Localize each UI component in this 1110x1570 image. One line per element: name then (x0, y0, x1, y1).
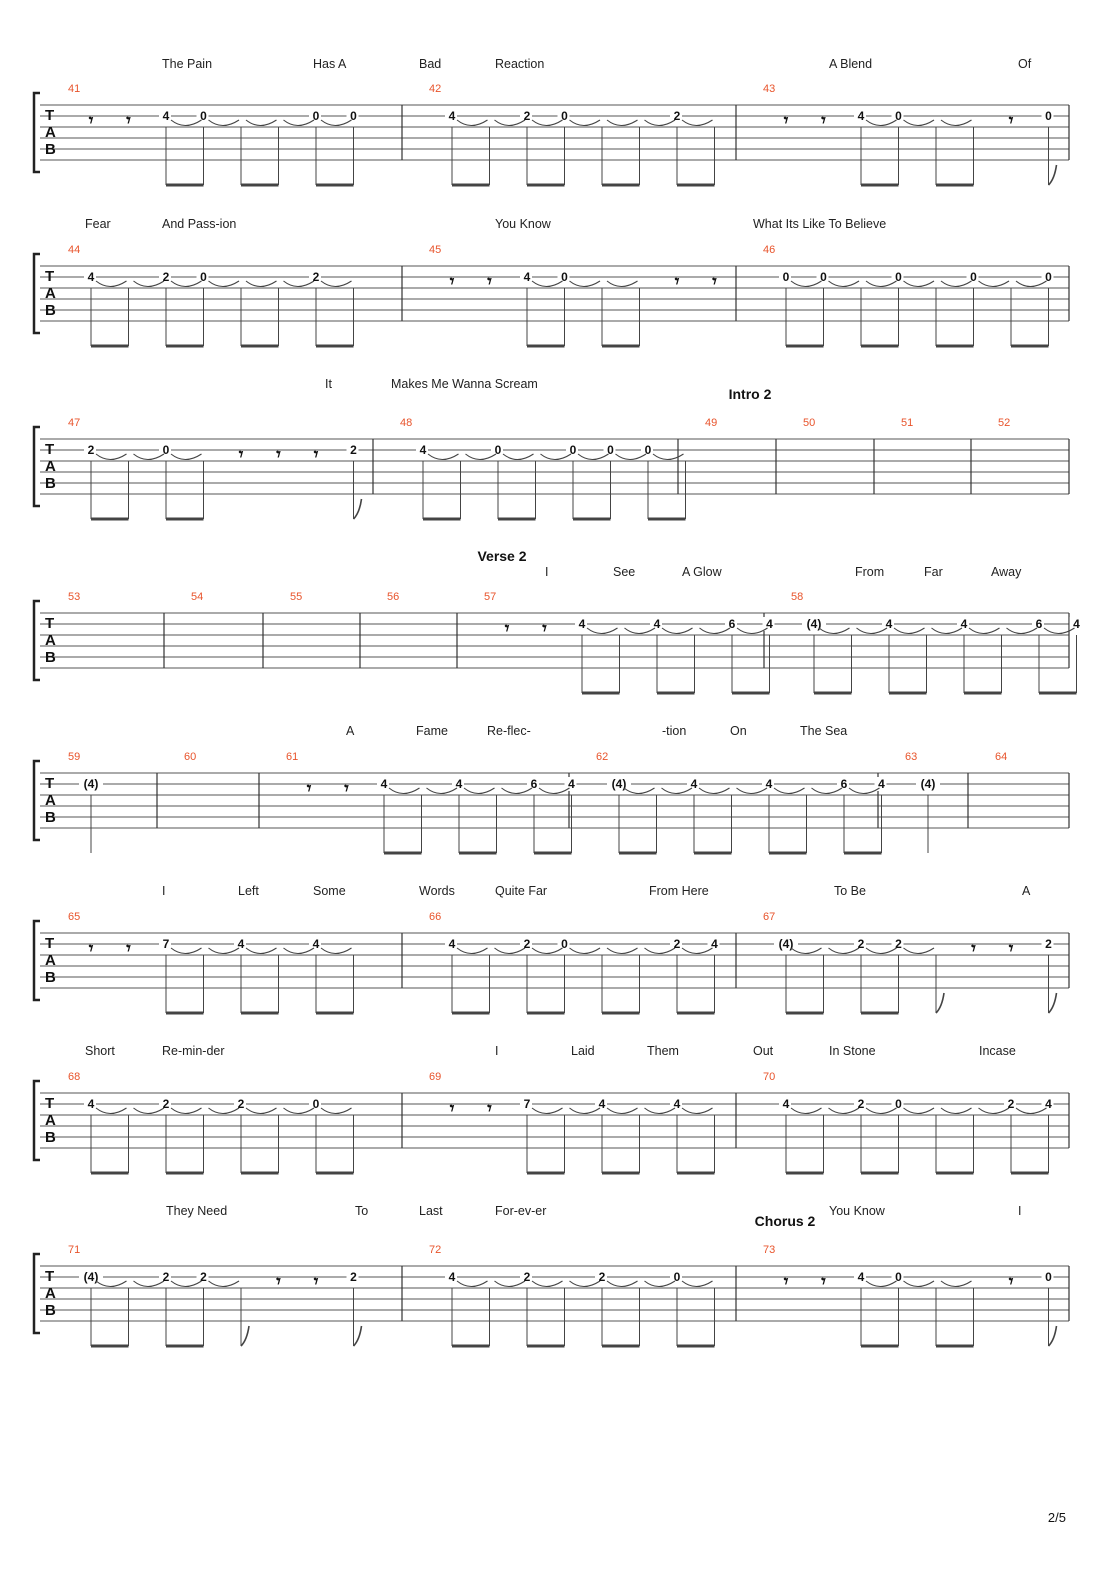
lyric-text: Away (991, 565, 1022, 579)
measure-number: 59 (68, 751, 81, 763)
fret-number: 0 (561, 109, 568, 123)
eighth-rest: 𝄾 (674, 272, 680, 292)
eighth-rest: 𝄾 (712, 272, 717, 292)
fret-number: 4 (380, 777, 388, 791)
tie-arc (699, 788, 730, 794)
measure-number: 47 (68, 417, 81, 429)
fret-number: 2 (350, 1270, 357, 1284)
tie-arc (209, 1281, 240, 1287)
fret-number: 4 (455, 777, 463, 791)
fret-number: 2 (200, 1270, 207, 1284)
tie-arc (894, 628, 925, 634)
system-bracket (34, 254, 40, 333)
lyric-text: To Be (834, 884, 866, 898)
fret-number: 4 (419, 443, 427, 457)
lyric-text: Has A (313, 57, 347, 71)
fret-number: 4 (878, 777, 885, 791)
fret-number: (4) (83, 1270, 99, 1284)
tie-arc (587, 628, 618, 634)
lyric-text: See (613, 565, 636, 579)
lyric-text: You Know (495, 217, 551, 231)
tab-clef-letter: T (45, 107, 55, 124)
measure-number: 65 (68, 911, 81, 923)
tie-arc (457, 120, 488, 126)
measure-number: 71 (68, 1244, 81, 1256)
fret-number: (4) (83, 777, 99, 791)
tie-arc (503, 454, 534, 460)
fret-number: 0 (312, 1097, 320, 1111)
tab-system (34, 921, 1069, 1013)
tab-clef-letter: T (45, 268, 55, 285)
measure-number: 51 (901, 417, 914, 429)
tie-arc (96, 281, 127, 287)
note-flag (354, 1326, 362, 1346)
tab-clef-letter: A (45, 458, 56, 475)
measure-number: 54 (191, 591, 204, 603)
tab-system (34, 601, 1082, 693)
measure-number: 72 (429, 1244, 442, 1256)
tie-arc (662, 628, 693, 634)
tab-system (34, 1081, 1069, 1173)
eighth-rest: 𝄾 (238, 445, 244, 465)
lyric-text: I (545, 565, 549, 579)
eighth-rest: 𝄾 (313, 445, 319, 465)
fret-number: 2 (162, 1097, 170, 1111)
fret-number: 0 (569, 443, 577, 457)
fret-number: (4) (806, 617, 822, 631)
lyric-text: What Its Like To Believe (753, 217, 887, 231)
measure-number: 48 (400, 417, 413, 429)
lyric-text: Far (924, 565, 943, 579)
lyric-text: You Know (829, 1204, 885, 1218)
eighth-rest: 𝄾 (821, 111, 826, 131)
tie-arc (171, 454, 202, 460)
measure-number: 44 (68, 244, 81, 256)
section-heading: Intro 2 (728, 386, 772, 402)
eighth-rest: 𝄾 (276, 1272, 281, 1292)
fret-number: 0 (561, 937, 568, 951)
eighth-rest: 𝄾 (542, 619, 547, 639)
lyric-text: Re-min-der (162, 1044, 225, 1058)
section-heading: Chorus 2 (754, 1213, 816, 1229)
tie-arc (570, 120, 601, 126)
tie-arc (941, 1281, 972, 1287)
lyric-text: Them (647, 1044, 679, 1058)
fret-number: 4 (448, 1270, 456, 1284)
lyric-text: -tion (662, 724, 687, 738)
lyric-text: Reaction (495, 57, 545, 71)
tie-arc (457, 1281, 488, 1287)
fret-number: 2 (673, 109, 681, 123)
tie-arc (96, 454, 127, 460)
eighth-rest: 𝄾 (1008, 1272, 1014, 1292)
tab-system (34, 254, 1069, 346)
tie-arc (829, 281, 860, 287)
eighth-rest: 𝄾 (783, 1272, 789, 1292)
lyric-text: I (1018, 1204, 1022, 1218)
lyric-text: Bad (419, 57, 442, 71)
fret-number: 2 (1007, 1097, 1015, 1111)
tab-system (34, 427, 1069, 519)
fret-number: 0 (1045, 1270, 1052, 1284)
tie-arc (904, 948, 935, 954)
tab-clef-letter: A (45, 124, 56, 141)
tab-clef-letter: A (45, 285, 56, 302)
fret-number: 2 (523, 109, 531, 123)
tab-clef-letter: T (45, 1095, 55, 1112)
eighth-rest: 𝄾 (306, 779, 312, 799)
measure-number: 49 (705, 417, 718, 429)
fret-number: (4) (920, 777, 936, 791)
eighth-rest: 𝄾 (126, 939, 131, 959)
tie-arc (532, 1281, 563, 1287)
lyric-text: In Stone (829, 1044, 876, 1058)
tie-arc (389, 788, 420, 794)
tie-arc (774, 788, 805, 794)
fret-number: 4 (711, 937, 718, 951)
tab-clef-letter: T (45, 775, 55, 792)
tie-arc (607, 948, 638, 954)
fret-number: 4 (766, 617, 773, 631)
fret-number: 2 (598, 1270, 606, 1284)
fret-number: 2 (237, 1097, 245, 1111)
measure-number: 63 (905, 751, 918, 763)
fret-number: 2 (523, 1270, 531, 1284)
tie-arc (904, 1281, 935, 1287)
tie-arc (321, 281, 352, 287)
tab-clef-letter: B (45, 649, 56, 666)
tie-arc (464, 788, 495, 794)
system-bracket (34, 1254, 40, 1333)
fret-number: 0 (561, 270, 568, 284)
fret-number: 0 (970, 270, 977, 284)
tie-arc (321, 1108, 352, 1114)
system-bracket (34, 427, 40, 506)
fret-number: 4 (653, 617, 661, 631)
fret-number: 4 (448, 109, 456, 123)
tie-arc (904, 120, 935, 126)
measure-number: 50 (803, 417, 816, 429)
fret-number: 4 (857, 109, 865, 123)
fret-number: 4 (448, 937, 456, 951)
fret-number: 0 (200, 270, 207, 284)
fret-number: (4) (611, 777, 627, 791)
eighth-rest: 𝄾 (1008, 939, 1014, 959)
eighth-rest: 𝄾 (487, 272, 492, 292)
fret-number: 2 (857, 937, 865, 951)
fret-number: 0 (820, 270, 827, 284)
fret-number: 0 (644, 443, 652, 457)
lyric-text: Left (238, 884, 259, 898)
lyric-text: I (495, 1044, 499, 1058)
eighth-rest: 𝄾 (88, 111, 94, 131)
measure-number: 62 (596, 751, 609, 763)
eighth-rest: 𝄾 (88, 939, 94, 959)
tie-arc (607, 120, 638, 126)
tab-clef-letter: A (45, 792, 56, 809)
tab-system (34, 1254, 1069, 1346)
fret-number: 4 (885, 617, 893, 631)
tie-arc (246, 948, 277, 954)
fret-number: 4 (598, 1097, 606, 1111)
fret-number: 4 (1073, 617, 1080, 631)
tie-arc (209, 120, 240, 126)
fret-number: 6 (728, 617, 736, 631)
tie-arc (321, 948, 352, 954)
tab-clef-letter: T (45, 935, 55, 952)
measure-number: 43 (763, 83, 776, 95)
fret-number: 2 (523, 937, 531, 951)
measure-number: 70 (763, 1071, 776, 1083)
tie-arc (246, 1108, 277, 1114)
tie-arc (96, 1108, 127, 1114)
fret-number: 4 (1045, 1097, 1052, 1111)
lyric-text: From Here (649, 884, 709, 898)
measure-number: 42 (429, 83, 442, 95)
fret-number: 2 (1045, 937, 1052, 951)
measure-number: 46 (763, 244, 776, 256)
lyric-text: Out (753, 1044, 774, 1058)
fret-number: 4 (578, 617, 586, 631)
tie-arc (969, 628, 1000, 634)
tie-arc (570, 948, 601, 954)
fret-number: 0 (895, 1270, 902, 1284)
lyric-text: To (355, 1204, 369, 1218)
tab-clef-letter: B (45, 141, 56, 158)
tie-arc (791, 1108, 822, 1114)
tab-clef-letter: T (45, 615, 55, 632)
fret-number: (4) (778, 937, 794, 951)
fret-number: 0 (895, 1097, 902, 1111)
tie-arc (532, 1108, 563, 1114)
tab-system (34, 93, 1069, 185)
fret-number: 4 (673, 1097, 681, 1111)
note-flag (1049, 165, 1057, 185)
fret-number: 0 (895, 109, 902, 123)
fret-number: 4 (312, 937, 320, 951)
fret-number: 4 (523, 270, 531, 284)
lyric-text: From (855, 565, 885, 579)
fret-number: 4 (568, 777, 575, 791)
eighth-rest: 𝄾 (313, 1272, 319, 1292)
tie-arc (653, 454, 684, 460)
tie-arc (979, 281, 1010, 287)
tab-clef-letter: T (45, 441, 55, 458)
measure-number: 56 (387, 591, 400, 603)
lyric-text: Last (419, 1204, 443, 1218)
note-flag (354, 499, 362, 519)
tie-arc (904, 1108, 935, 1114)
tie-arc (428, 454, 459, 460)
fret-number: 0 (1045, 109, 1052, 123)
fret-number: 0 (673, 1270, 681, 1284)
lyric-text: Of (1018, 57, 1032, 71)
fret-number: 7 (523, 1097, 531, 1111)
fret-number: 0 (200, 109, 207, 123)
fret-number: 4 (765, 777, 773, 791)
tab-clef-letter: B (45, 1129, 56, 1146)
measure-number: 68 (68, 1071, 81, 1083)
fret-number: 6 (1035, 617, 1043, 631)
eighth-rest: 𝄾 (276, 445, 281, 465)
system-bracket (34, 601, 40, 680)
measure-number: 64 (995, 751, 1008, 763)
tab-clef-letter: B (45, 1302, 56, 1319)
tie-arc (607, 281, 638, 287)
fret-number: 4 (87, 1097, 95, 1111)
measure-number: 57 (484, 591, 497, 603)
lyric-text: On (730, 724, 747, 738)
tab-clef-letter: B (45, 302, 56, 319)
tie-arc (171, 948, 202, 954)
fret-number: 4 (857, 1270, 865, 1284)
lyric-text: It (325, 377, 332, 391)
tie-arc (682, 1108, 713, 1114)
measure-number: 67 (763, 911, 776, 923)
tab-clef-letter: A (45, 952, 56, 969)
fret-number: 0 (895, 270, 902, 284)
eighth-rest: 𝄾 (449, 1099, 455, 1119)
lyric-text: Laid (571, 1044, 595, 1058)
tie-arc (941, 1108, 972, 1114)
fret-number: 2 (895, 937, 902, 951)
lyric-text: Short (85, 1044, 115, 1058)
tie-arc (246, 281, 277, 287)
lyric-text: Quite Far (495, 884, 548, 898)
lyric-text: Fame (416, 724, 448, 738)
fret-number: 0 (312, 109, 320, 123)
lyric-text: A Glow (682, 565, 722, 579)
fret-number: 2 (312, 270, 320, 284)
tie-arc (246, 120, 277, 126)
tie-arc (904, 281, 935, 287)
fret-number: 7 (162, 937, 170, 951)
tie-arc (607, 1281, 638, 1287)
fret-number: 2 (87, 443, 95, 457)
fret-number: 2 (350, 443, 357, 457)
eighth-rest: 𝄾 (504, 619, 510, 639)
lyric-text: Some (313, 884, 346, 898)
measure-number: 73 (763, 1244, 776, 1256)
eighth-rest: 𝄾 (126, 111, 131, 131)
lyric-text: Incase (979, 1044, 1016, 1058)
lyric-text: And Pass-ion (162, 217, 237, 231)
tab-clef-letter: B (45, 809, 56, 826)
fret-number: 0 (607, 443, 614, 457)
fret-number: 0 (1045, 270, 1052, 284)
measure-number: 69 (429, 1071, 442, 1083)
measure-number: 55 (290, 591, 303, 603)
system-bracket (34, 1081, 40, 1160)
fret-number: 2 (857, 1097, 865, 1111)
eighth-rest: 𝄾 (783, 111, 789, 131)
system-bracket (34, 93, 40, 172)
fret-number: 2 (162, 1270, 170, 1284)
eighth-rest: 𝄾 (821, 1272, 826, 1292)
tie-arc (682, 120, 713, 126)
note-flag (936, 993, 944, 1013)
note-flag (241, 1326, 249, 1346)
measure-number: 61 (286, 751, 299, 763)
measure-number: 58 (791, 591, 804, 603)
lyric-text: Fear (85, 217, 111, 231)
measure-number: 41 (68, 83, 81, 95)
eighth-rest: 𝄾 (449, 272, 455, 292)
tab-clef-letter: T (45, 1268, 55, 1285)
lyric-text: They Need (166, 1204, 228, 1218)
eighth-rest: 𝄾 (1008, 111, 1014, 131)
measure-number: 66 (429, 911, 442, 923)
fret-number: 4 (162, 109, 170, 123)
tie-arc (682, 1281, 713, 1287)
lyric-text: For-ev-er (495, 1204, 547, 1218)
fret-number: 2 (673, 937, 681, 951)
tie-arc (570, 281, 601, 287)
fret-number: 0 (494, 443, 502, 457)
tab-clef-letter: B (45, 475, 56, 492)
system-bracket (34, 761, 40, 840)
fret-number: 0 (350, 109, 357, 123)
tie-arc (941, 120, 972, 126)
tab-system (34, 761, 1069, 853)
measure-number: 52 (998, 417, 1011, 429)
section-heading: Verse 2 (477, 548, 527, 564)
fret-number: 0 (782, 270, 790, 284)
tie-arc (209, 281, 240, 287)
lyric-text: Makes Me Wanna Scream (391, 377, 538, 391)
fret-number: 4 (237, 937, 245, 951)
fret-number: 6 (840, 777, 848, 791)
tab-clef-letter: A (45, 1285, 56, 1302)
fret-number: 0 (162, 443, 170, 457)
lyric-text: The Sea (800, 724, 848, 738)
fret-number: 4 (87, 270, 95, 284)
fret-number: 4 (960, 617, 968, 631)
system-bracket (34, 921, 40, 1000)
tie-arc (171, 1108, 202, 1114)
note-flag (1049, 1326, 1057, 1346)
lyric-text: Re-flec- (487, 724, 531, 738)
fret-number: 4 (782, 1097, 790, 1111)
measure-number: 60 (184, 751, 197, 763)
measure-number: 45 (429, 244, 442, 256)
eighth-rest: 𝄾 (487, 1099, 492, 1119)
fret-number: 2 (162, 270, 170, 284)
fret-number: 4 (690, 777, 698, 791)
eighth-rest: 𝄾 (971, 939, 976, 959)
lyric-text: A (346, 724, 355, 738)
lyric-text: I (162, 884, 166, 898)
lyric-text: A Blend (829, 57, 873, 71)
tab-clef-letter: A (45, 1112, 56, 1129)
tab-clef-letter: A (45, 632, 56, 649)
page-number: 2/5 (1047, 1510, 1066, 1525)
lyric-text: The Pain (162, 57, 213, 71)
measure-number: 53 (68, 591, 81, 603)
tab-clef-letter: B (45, 969, 56, 986)
lyric-text: Words (419, 884, 455, 898)
note-flag (1049, 993, 1057, 1013)
tie-arc (457, 948, 488, 954)
eighth-rest: 𝄾 (344, 779, 349, 799)
lyric-text: A (1022, 884, 1031, 898)
fret-number: 6 (530, 777, 538, 791)
tie-arc (607, 1108, 638, 1114)
